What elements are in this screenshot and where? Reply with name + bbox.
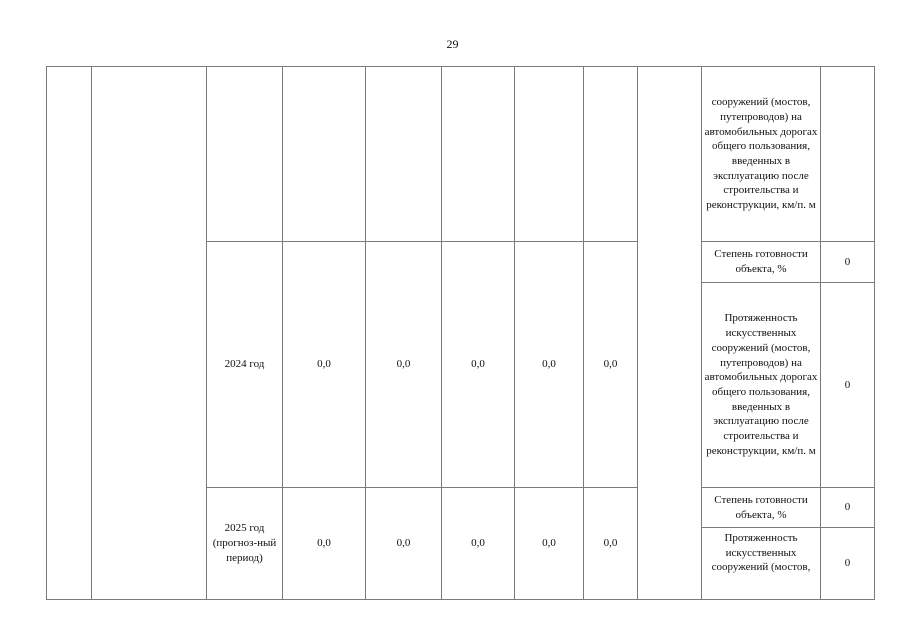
table-row — [47, 67, 875, 242]
indicator-value-cell — [821, 67, 875, 242]
empty-cell — [92, 67, 207, 600]
empty-cell — [207, 67, 283, 242]
indicator-name-cell: Протяженность искусственных сооружений (мостов, путепроводов) на автомобильных дорогах общего пользования, введенных в эксплуатацию после строительства и реконструкции, км/п. м — [702, 283, 821, 488]
value-cell: 0,0 — [442, 488, 515, 600]
year-cell: 2024 год — [207, 242, 283, 488]
value-cell: 0,0 — [515, 488, 584, 600]
program-table — [46, 66, 875, 600]
indicator-value-cell: 0 — [821, 283, 875, 488]
indicator-name-cell: Степень готовности объекта, % — [702, 488, 821, 528]
value-cell: 0,0 — [442, 242, 515, 488]
indicator-name-cell: Степень готовности объекта, % — [702, 242, 821, 283]
value-cell: 0,0 — [366, 488, 442, 600]
empty-cell — [515, 67, 584, 242]
indicator-value-cell: 0 — [821, 488, 875, 528]
indicator-value-cell: 0 — [821, 242, 875, 283]
empty-cell — [283, 67, 366, 242]
empty-cell — [638, 67, 702, 600]
value-cell: 0,0 — [283, 242, 366, 488]
empty-cell — [366, 67, 442, 242]
value-cell: 0,0 — [584, 242, 638, 488]
empty-cell — [47, 67, 92, 600]
indicator-name-cell: сооружений (мостов, путепроводов) на автомобильных дорогах общего пользования, введенных в эксплуатацию после строительства и реконструкции, км/п. м — [702, 67, 821, 242]
value-cell: 0,0 — [584, 488, 638, 600]
value-cell: 0,0 — [366, 242, 442, 488]
empty-cell — [442, 67, 515, 242]
empty-cell — [584, 67, 638, 242]
indicator-name-cell: Протяженность искусственных сооружений (мостов, — [702, 528, 821, 600]
page-number: 29 — [446, 37, 459, 51]
indicator-value-cell: 0 — [821, 528, 875, 600]
value-cell: 0,0 — [283, 488, 366, 600]
value-cell: 0,0 — [515, 242, 584, 488]
year-cell: 2025 год (прогноз-ный период) — [207, 488, 283, 600]
